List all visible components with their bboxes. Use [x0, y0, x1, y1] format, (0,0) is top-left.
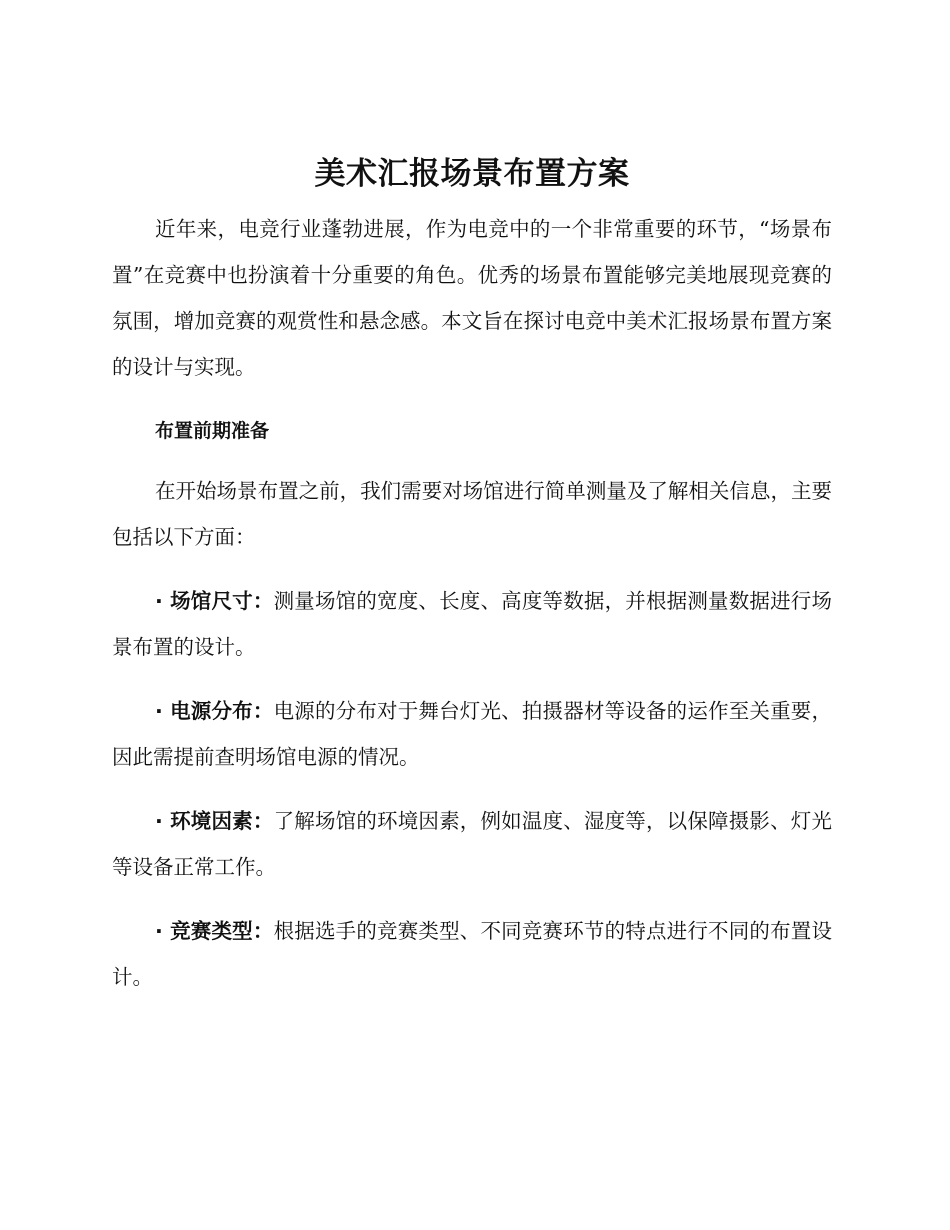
intro-paragraph: 近年来，电竞行业蓬勃进展，作为电竞中的一个非常重要的环节，“场景布置”在竞赛中也扮演着十分重要的角色。优秀的场景布置能够完美地展现竞赛的氛围，增加竞赛的观赏性和悬念感。本文旨在探讨电竞中美术汇报场景布置方案的设计与实现。 [112, 217, 832, 379]
bullet-term: · 环境因素： [155, 809, 274, 833]
bullet-text: 电源的分布对于舞台灯光、拍摄器材等设备的运作至关重要，因此需提前查明场馆电源的情况。 [112, 699, 832, 769]
bullet-environment-factors [112, 798, 832, 890]
bullet-venue-size [112, 578, 832, 670]
bullet-term: · 电源分布： [155, 699, 274, 723]
bullet-power-distribution [112, 688, 832, 780]
bullet-text: 了解场馆的环境因素，例如温度、湿度等，以保障摄影、灯光等设备正常工作。 [112, 809, 832, 879]
document-title: 美术汇报场景布置方案 [314, 156, 630, 192]
bullet-text: 测量场馆的宽度、长度、高度等数据，并根据测量数据进行场景布置的设计。 [112, 589, 832, 659]
bullet-term: · 场馆尺寸： [155, 589, 274, 613]
bullet-term: · 竞赛类型： [155, 919, 274, 943]
section-intro-paragraph: 在开始场景布置之前，我们需要对场馆进行简单测量及了解相关信息，主要包括以下方面： [112, 479, 832, 549]
bullet-text: 根据选手的竞赛类型、不同竞赛环节的特点进行不同的布置设计。 [112, 919, 832, 989]
section-heading: 布置前期准备 [155, 420, 270, 442]
document-page [112, 148, 832, 1018]
bullet-competition-type [112, 908, 832, 1000]
